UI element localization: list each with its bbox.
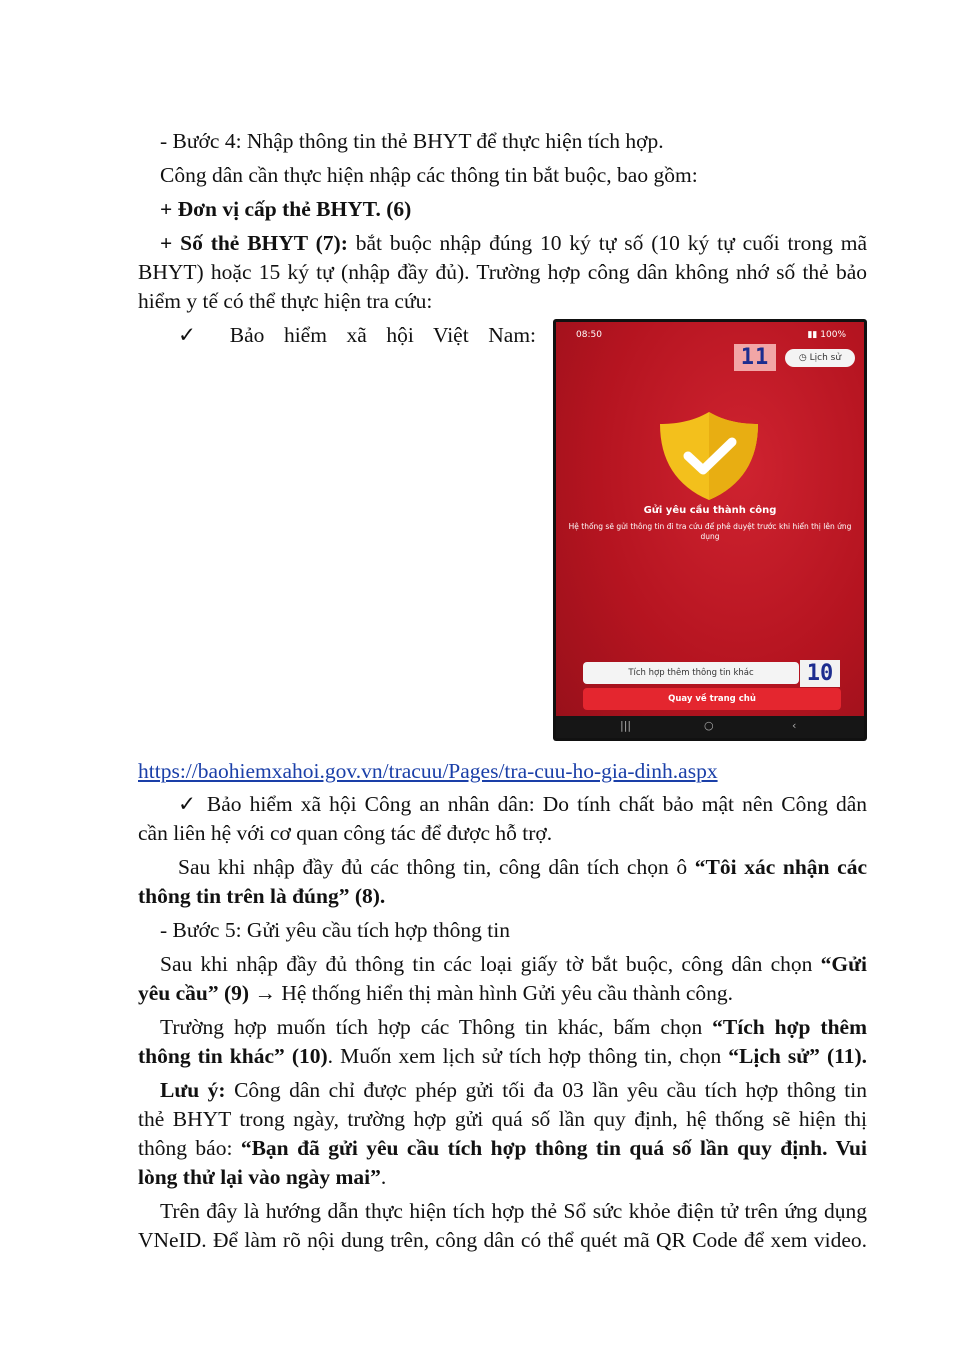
card-label: + Số thẻ BHYT (7): — [160, 231, 348, 255]
status-time: 08:50 — [576, 330, 602, 340]
card-para-line3: hiểm y tế có thể thực hiện tra cứu: — [138, 289, 433, 313]
back-icon[interactable]: ‹ — [792, 719, 797, 732]
more-info-button[interactable]: Tích hợp thêm thông tin khác — [583, 662, 799, 684]
note-line3: thông báo: “Bạn đã gửi yêu cầu tích hợp thông tin quá số lần quy định. Vui — [138, 1136, 867, 1160]
lookup-link[interactable]: https://baohiemxahoi.gov.vn/tracuu/Pages/tra-cuu-ho-gia-dinh.aspx — [138, 759, 718, 783]
status-battery: ▮▮ 100% — [807, 330, 846, 340]
clock-icon: ◷ — [798, 353, 810, 363]
signal-icon: ▮▮ — [807, 330, 821, 340]
shield-check-icon — [656, 408, 762, 504]
unit-item-text: + Đơn vị cấp thẻ BHYT. (6) — [160, 197, 412, 221]
annotation-badge-10: 10 — [800, 660, 840, 687]
confirm-line2: thông tin trên là đúng” (8). — [138, 884, 386, 908]
step4-heading: - Bước 4: Nhập thông tin thẻ BHYT để thực hiện tích hợp. — [160, 129, 664, 153]
annotation-badge-11: 11 — [734, 344, 776, 371]
phone-screenshot — [553, 319, 867, 741]
send-line2: yêu cầu” (9) → Hệ thống hiển thị màn hình Gửi yêu cầu thành công. — [138, 981, 734, 1005]
check-item-vn-text: Bảo hiểm xã hội Việt Nam: — [229, 323, 537, 347]
other-line1: Trường hợp muốn tích hợp các Thông tin khác, bấm chọn “Tích hợp thêm — [160, 1015, 867, 1039]
note-line1: Lưu ý: Công dân chỉ được phép gửi tối đa 03 lần yêu cầu tích hợp thông tin — [160, 1078, 868, 1102]
status-bar — [556, 328, 864, 342]
recent-apps-icon[interactable]: ||| — [620, 719, 632, 732]
check-item-police-line1: ✓ Bảo hiểm xã hội Công an nhân dân: Do tính chất bảo mật nên Công dân — [178, 792, 868, 816]
home-icon[interactable]: ○ — [704, 719, 714, 732]
home-button[interactable]: Quay về trang chủ — [583, 688, 841, 710]
other-line2: thông tin khác” (10). Muốn xem lịch sử tích hợp thông tin, chọn “Lịch sử” (11). — [138, 1044, 867, 1068]
history-button[interactable] — [785, 349, 855, 367]
success-description: Hệ thống sẽ gửi thông tin đi tra cứu để phê duyệt trước khi hiển thị lên ứng dụng — [568, 522, 852, 541]
unit-item — [160, 195, 411, 224]
android-nav-bar — [556, 716, 864, 738]
checkmark-icon: ✓ — [178, 323, 211, 347]
check-item-police-line2: cần liên hệ với cơ quan công tác để được hỗ trợ. — [138, 821, 553, 845]
note-line4: lòng thử lại vào ngày mai”. — [138, 1165, 387, 1189]
confirm-line1: Sau khi nhập đầy đủ các thông tin, công dân tích chọn ô “Tôi xác nhận các — [178, 855, 867, 879]
final-line1: Trên đây là hướng dẫn thực hiện tích hợp thẻ Sổ sức khỏe điện tử trên ứng dụng — [160, 1199, 867, 1223]
checkmark-icon: ✓ — [178, 792, 199, 816]
card-para-line2: BHYT) hoặc 15 ký tự (nhập đầy đủ). Trường hợp công dân không nhớ số thẻ bảo — [138, 260, 867, 284]
app-screen — [556, 322, 864, 738]
card-para-line1 — [160, 229, 867, 258]
check-item-vn — [178, 321, 536, 350]
card-text-1: bắt buộc nhập đúng 10 ký tự số (10 ký tự cuối trong mã — [347, 231, 868, 255]
success-title: Gửi yêu cầu thành công — [643, 505, 777, 516]
final-line2: VNeID. Để làm rõ nội dung trên, công dân có thể quét mã QR Code để xem video. — [138, 1228, 867, 1252]
required-intro: Công dân cần thực hiện nhập các thông tin bắt buộc, bao gồm: — [160, 163, 698, 187]
send-line1: Sau khi nhập đầy đủ thông tin các loại giấy tờ bắt buộc, công dân chọn “Gửi — [160, 952, 867, 976]
lookup-link-para — [138, 757, 718, 786]
arrow-right-icon: → — [254, 981, 276, 1005]
history-label: Lịch sử — [809, 353, 842, 363]
note-label: Lưu ý: — [160, 1078, 226, 1102]
note-line2: thẻ BHYT trong ngày, trường hợp gửi quá số lần quy định, hệ thống sẽ hiện thị — [138, 1107, 867, 1131]
step5-heading: - Bước 5: Gửi yêu cầu tích hợp thông tin — [160, 918, 510, 942]
